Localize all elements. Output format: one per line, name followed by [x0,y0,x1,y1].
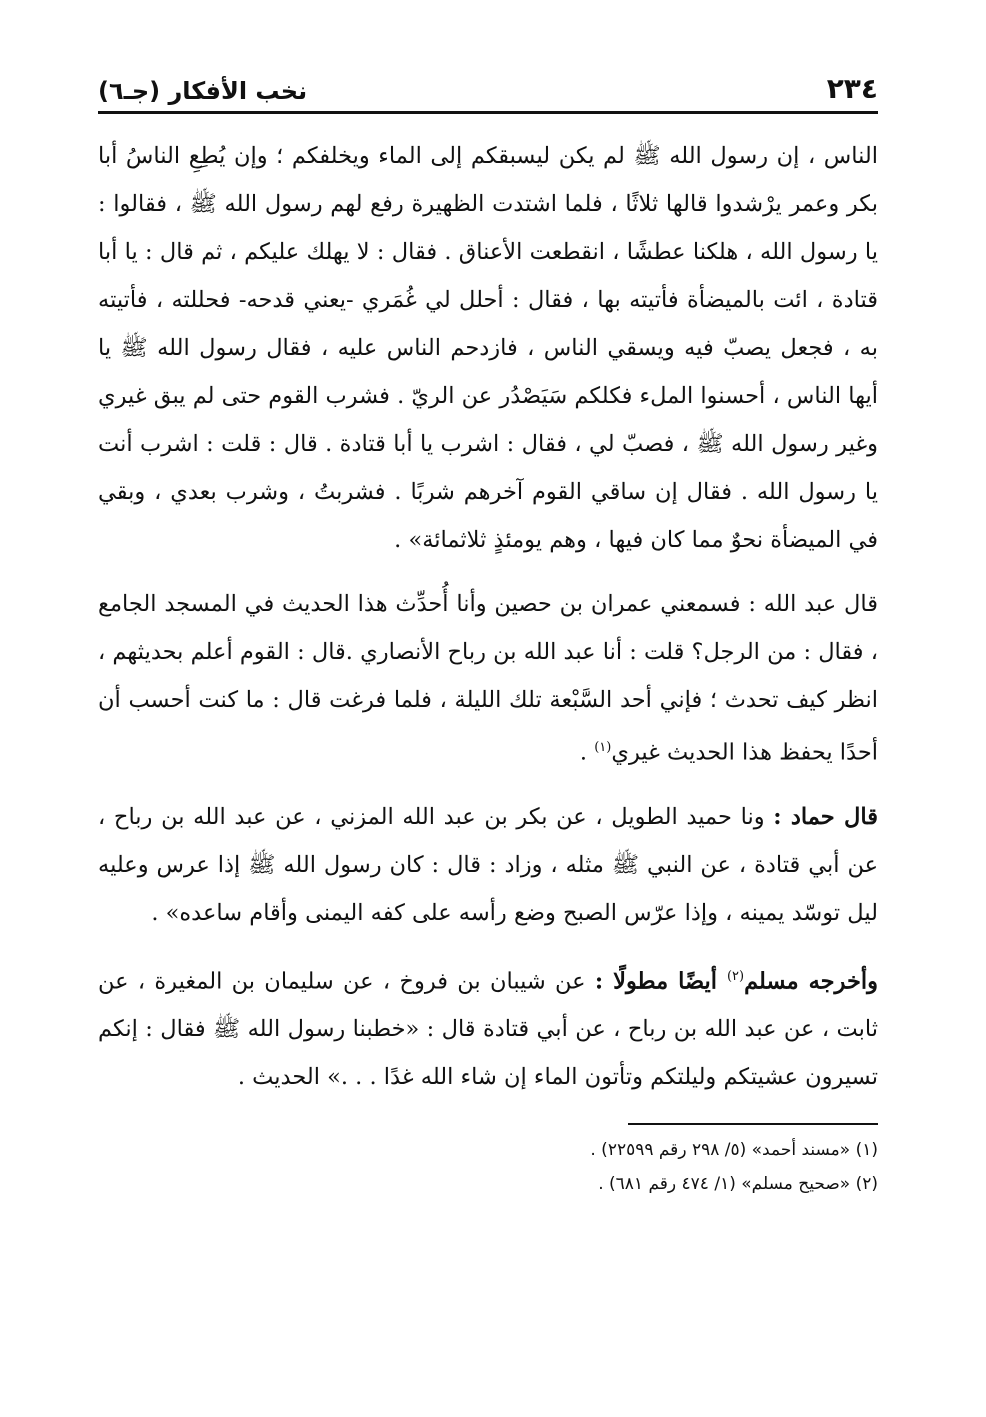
footnote-1: (١) «مسند أحمد» (٥/ ٢٩٨ رقم ٢٢٥٩٩) . [590,1140,878,1160]
paragraph-text: الناس ، إن رسول الله ﷺ لم يكن ليسبقكم إلى الماء ويخلفكم ؛ وإن يُطِعِ الناسُ أبا بكر وعمر يرْشدوا قالها ثلاثًا ، فلما اشتدت الظهيرة رفع لهم رسول الله ﷺ ، فقالوا : يا رسول الله ، هلكنا عطشًا ، انقطعت الأعناق . فقال : لا يهلك عليكم ، ثم قال : يا أبا قتادة ، ائت بالميضأة فأتيته بها ، فقال : أحلل لي غُمَري -يعني قدحه- فحللته ، فأتيته به ، فجعل يصبّ فيه ويسقي الناس ، فازدحم الناس عليه ، فقال رسول الله ﷺ يا أيها الناس ، أحسنوا الملء فكلكم سَيَصْدُر عن الريّ . فشرب القوم حتى لم يبق غيري وغير رسول الله ﷺ ، فصبّ لي ، فقال : اشرب يا أبا قتادة . قال : قلت : اشرب أنت يا رسول الله . فقال إن ساقي القوم آخرهم شربًا . فشربتُ ، وشرب بعدي ، وبقي في الميضأة نحوٌ مما كان فيها ، وهم يومئذٍ ثلاثمائة» . [98,143,878,553]
paragraph-lead-rest: أيضًا مطولًا : [594,968,727,994]
footnote-marker: (١) [594,740,612,755]
footnote-marker: (٢) [726,968,745,984]
footnotes [98,1133,878,1201]
paragraph-lead: قال حماد : [773,803,878,830]
paragraph-text: ونا حميد الطويل ، عن بكر بن عبد الله المزني ، عن عبد الله بن رباح ، عن أبي قتادة ، عن النبي ﷺ مثله ، وزاد : قال : كان رسول الله ﷺ إذا عرس وعليه ليل توسّد يمينه ، وإذا عرّس الصبح وضع رأسه على كفه اليمنى وأقام ساعده» . [98,803,878,926]
paragraph-tail: . [579,739,595,766]
page-number: ٢٣٤ [826,72,878,105]
footnote-divider [628,1123,878,1125]
paragraph-2 [98,580,878,777]
paragraph-4 [98,953,878,1102]
running-title: نخب الأفكار (جـ٦) [98,77,308,105]
main-text [98,132,878,1101]
paragraph-3 [98,793,878,937]
paragraph-text: قال عبد الله : فسمعني عمران بن حصين وأنا أُحدِّث هذا الحديث في المسجد الجامع ، فقال : من الرجل؟ قلت : أنا عبد الله بن رباح الأنصاري .قال : القوم أعلم بحديثهم ، انظر كيف تحدث ؛ فإني أحد السَّبْعة تلك الليلة ، فلما فرغت قال : ما كنت أحسب أن أحدًا يحفظ هذا الحديث غيري [98,591,878,766]
paragraph-text: عن شيبان بن فروخ ، عن سليمان بن المغيرة ، عن ثابت ، عن عبد الله بن رباح ، عن أبي قتادة قال : «خطبنا رسول الله ﷺ فقال : إنكم تسيرون عشيتكم وليلتكم وتأتون الماء إن شاء الله غدًا . . .» الحديث . [98,968,878,1090]
paragraph-1 [98,132,878,564]
paragraph-lead: وأخرجه مسلم [744,968,879,994]
page-header [98,58,878,114]
footnote-2: (٢) «صحيح مسلم» (١/ ٤٧٤ رقم ٦٨١) . [598,1174,878,1194]
